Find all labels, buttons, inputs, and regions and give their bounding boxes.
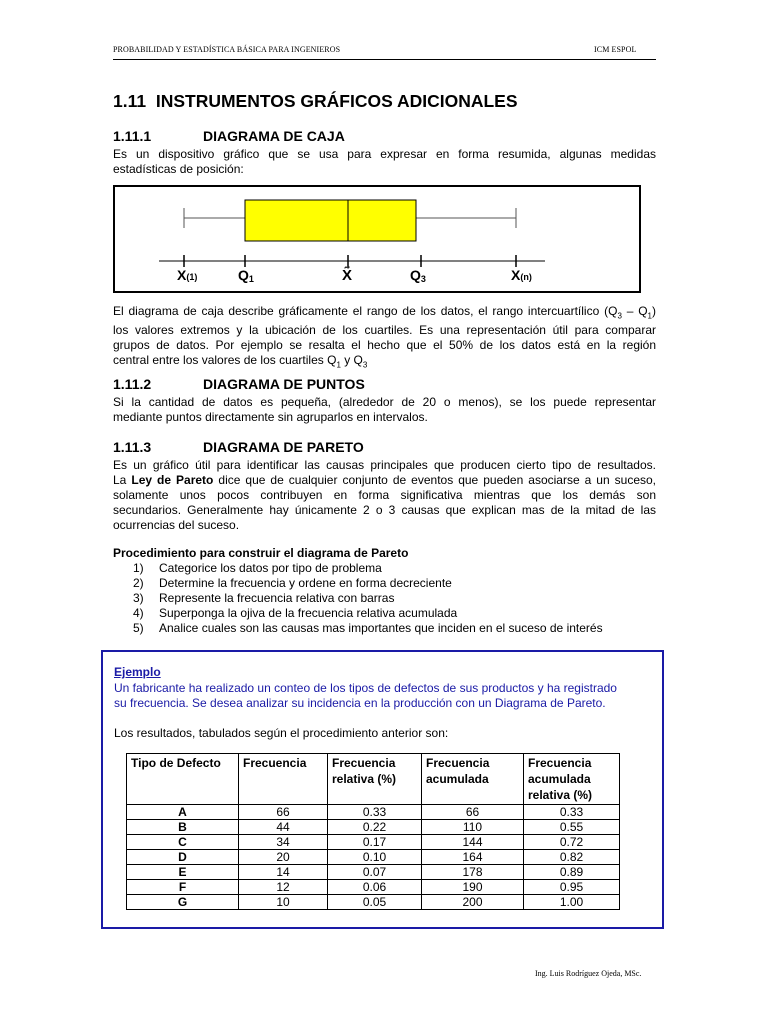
label-q3	[410, 267, 426, 284]
subscript: 1	[336, 360, 341, 370]
procedure-list	[133, 561, 603, 636]
label-main: Q	[238, 267, 249, 283]
section-title: INSTRUMENTOS GRÁFICOS ADICIONALES	[155, 91, 518, 111]
header-line: Frecuencia	[243, 756, 307, 770]
example-title: Ejemplo	[114, 665, 161, 679]
table-cell: 0.33	[328, 805, 422, 820]
table-row	[127, 805, 620, 820]
text-line: mediante puntos directamente sin agruparlos en intervalos.	[113, 410, 428, 424]
frequency-table	[126, 753, 620, 910]
pareto-text	[113, 458, 656, 533]
table-row	[127, 865, 620, 880]
item-number: 3)	[133, 591, 144, 605]
table-row	[127, 880, 620, 895]
table-cell: E	[127, 865, 239, 880]
running-header-left: PROBABILIDAD Y ESTADÍSTICA BÁSICA PARA INGENIEROS	[113, 45, 341, 54]
table-row	[127, 835, 620, 850]
text-run: y Q	[340, 353, 363, 368]
table-cell: 12	[239, 880, 328, 895]
item-text: Superponga la ojiva de la frecuencia relativa acumulada	[159, 606, 458, 620]
subscript: 3	[362, 360, 368, 370]
text-run: )	[652, 304, 656, 318]
table-cell: 66	[239, 805, 328, 820]
table-row	[127, 820, 620, 835]
table-cell: 0.07	[328, 865, 422, 880]
table-cell: 14	[239, 865, 328, 880]
table-cell: 0.10	[328, 850, 422, 865]
table-cell: 1.00	[524, 895, 620, 910]
text-run: dice que de cualquier conjunto de eventos que pueden asociarse a un suceso,	[213, 473, 657, 487]
column-header	[239, 754, 328, 805]
table-cell: F	[127, 880, 239, 895]
table-cell: 0.05	[328, 895, 422, 910]
caja-description	[113, 304, 656, 373]
section-number: 1.11	[113, 91, 147, 111]
subscript: 3	[617, 311, 622, 321]
table-cell: 44	[239, 820, 328, 835]
label-x-min	[177, 267, 197, 283]
table-cell: 110	[422, 820, 524, 835]
running-header-right: ICM ESPOL	[594, 45, 637, 54]
text-line: Si la cantidad de datos es pequeña, (alrededor de 20 o menos), se los puede representar	[113, 395, 656, 409]
label-median: X̃	[342, 267, 353, 284]
label-sub: 3	[420, 274, 426, 284]
table-cell: C	[127, 835, 239, 850]
subsection-title: DIAGRAMA DE PARETO	[203, 439, 364, 455]
list-item	[133, 561, 603, 576]
text-line	[113, 304, 656, 323]
table-row	[127, 850, 620, 865]
table-cell: 0.06	[328, 880, 422, 895]
item-text: Analice cuales son las causas mas importantes que inciden en el suceso de interés	[159, 621, 603, 635]
text-line: ocurrencias del suceso.	[113, 518, 240, 532]
section-heading	[113, 91, 518, 112]
table-cell: 200	[422, 895, 524, 910]
label-x-max	[511, 267, 532, 283]
text-line: grupos de datos. Por ejemplo se resalta el hecho que el 50% de los datos está en la región	[113, 338, 656, 353]
column-header	[524, 754, 620, 805]
text-line	[113, 353, 656, 372]
item-number: 1)	[133, 561, 144, 575]
item-number: 2)	[133, 576, 144, 590]
table-cell: 66	[422, 805, 524, 820]
interquartile-box	[245, 200, 416, 241]
example-note: Los resultados, tabulados según el procedimiento anterior son:	[114, 726, 449, 740]
table-cell: 0.95	[524, 880, 620, 895]
subsection-title: DIAGRAMA DE CAJA	[203, 128, 345, 144]
table-header-row	[127, 754, 620, 805]
table-cell: 0.33	[524, 805, 620, 820]
table-cell: 0.82	[524, 850, 620, 865]
subsection-heading-puntos	[113, 376, 513, 394]
subsection-number: 1.11.3	[113, 439, 152, 455]
header-line: Frecuencia	[528, 756, 592, 770]
text-run: central entre los valores de los cuartiles Q	[113, 353, 337, 368]
table-cell: 0.89	[524, 865, 620, 880]
text-line: su frecuencia. Se desea analizar su incidencia en la producción con un Diagrama de Pareto.	[114, 696, 606, 710]
column-header	[127, 754, 239, 805]
header-line: Frecuencia	[332, 756, 396, 770]
table-cell: 144	[422, 835, 524, 850]
column-header	[328, 754, 422, 805]
subsection-number: 1.11.1	[113, 128, 152, 144]
subscript: 1	[647, 311, 652, 321]
table-cell: G	[127, 895, 239, 910]
item-text: Categorice los datos por tipo de problema	[159, 561, 382, 575]
text-line: Un fabricante ha realizado un conteo de los tipos de defectos de sus productos y ha registrado	[114, 681, 617, 695]
ley-de-pareto-term: Ley de Pareto	[131, 473, 214, 487]
text-line: los valores extremos y la ubicación de los cuartiles. Es una representación útil para comparar	[113, 323, 656, 338]
table-cell: 10	[239, 895, 328, 910]
label-sub: (n)	[520, 272, 532, 282]
label-main: X	[177, 267, 187, 283]
header-rule	[113, 59, 656, 60]
text-run: – Q	[621, 304, 648, 318]
footer-author: Ing. Luis Rodríguez Ojeda, MSc.	[535, 969, 642, 978]
label-sub: (1)	[186, 272, 198, 282]
list-item	[133, 606, 603, 621]
table-cell: 20	[239, 850, 328, 865]
label-sub: 1	[248, 274, 254, 284]
boxplot-figure-frame	[113, 185, 641, 293]
text-line: estadísticas de posición:	[113, 162, 244, 176]
label-main: Q	[410, 267, 421, 283]
table-cell: 0.72	[524, 835, 620, 850]
list-item	[133, 591, 603, 606]
item-text: Represente la frecuencia relativa con barras	[159, 591, 395, 605]
table-cell: 0.55	[524, 820, 620, 835]
subsection-heading-caja	[113, 128, 513, 146]
puntos-text	[113, 395, 656, 425]
procedure-title: Procedimiento para construir el diagrama de Pareto	[113, 546, 409, 560]
text-line: solamente unos pocos contribuyen en forma significativa mientras que los demás son	[113, 488, 656, 502]
text-line: Es un gráfico útil para identificar las causas principales que producen cierto tipo de resultados.	[113, 458, 656, 472]
item-number: 5)	[133, 621, 144, 635]
table-cell: 164	[422, 850, 524, 865]
header-line: relativa (%)	[332, 772, 397, 786]
list-item	[133, 621, 603, 636]
text-line	[113, 473, 656, 488]
caja-intro	[113, 147, 656, 177]
table-cell: A	[127, 805, 239, 820]
text-line: Es un dispositivo gráfico que se usa para expresar en forma resumida, algunas medidas	[113, 147, 656, 161]
text-line: secundarios. Generalmente hay únicamente 2 o 3 causas que explican mas de la mitad de las	[113, 503, 656, 517]
text-run: El diagrama de caja describe gráficamente el rango de los datos, el rango intercuartílico (Q	[113, 304, 618, 318]
table-cell: 0.22	[328, 820, 422, 835]
item-text: Determine la frecuencia y ordene en forma decreciente	[159, 576, 452, 590]
table-cell: 0.17	[328, 835, 422, 850]
example-statement	[114, 681, 659, 711]
column-header	[422, 754, 524, 805]
text-run: La	[113, 473, 132, 487]
subsection-number: 1.11.2	[113, 376, 152, 392]
table-cell: 178	[422, 865, 524, 880]
header-line: acumulada	[426, 772, 489, 786]
list-item	[133, 576, 603, 591]
table-cell: 190	[422, 880, 524, 895]
table-cell: B	[127, 820, 239, 835]
header-line: relativa (%)	[528, 788, 593, 802]
table-row	[127, 895, 620, 910]
label-main: X	[511, 267, 521, 283]
item-number: 4)	[133, 606, 144, 620]
label-q1	[238, 267, 254, 284]
table-cell: D	[127, 850, 239, 865]
subsection-title: DIAGRAMA DE PUNTOS	[203, 376, 365, 392]
header-line: Tipo de Defecto	[131, 756, 221, 770]
header-line: Frecuencia	[426, 756, 490, 770]
subsection-heading-pareto	[113, 439, 513, 457]
table-cell: 34	[239, 835, 328, 850]
header-line: acumulada	[528, 772, 591, 786]
